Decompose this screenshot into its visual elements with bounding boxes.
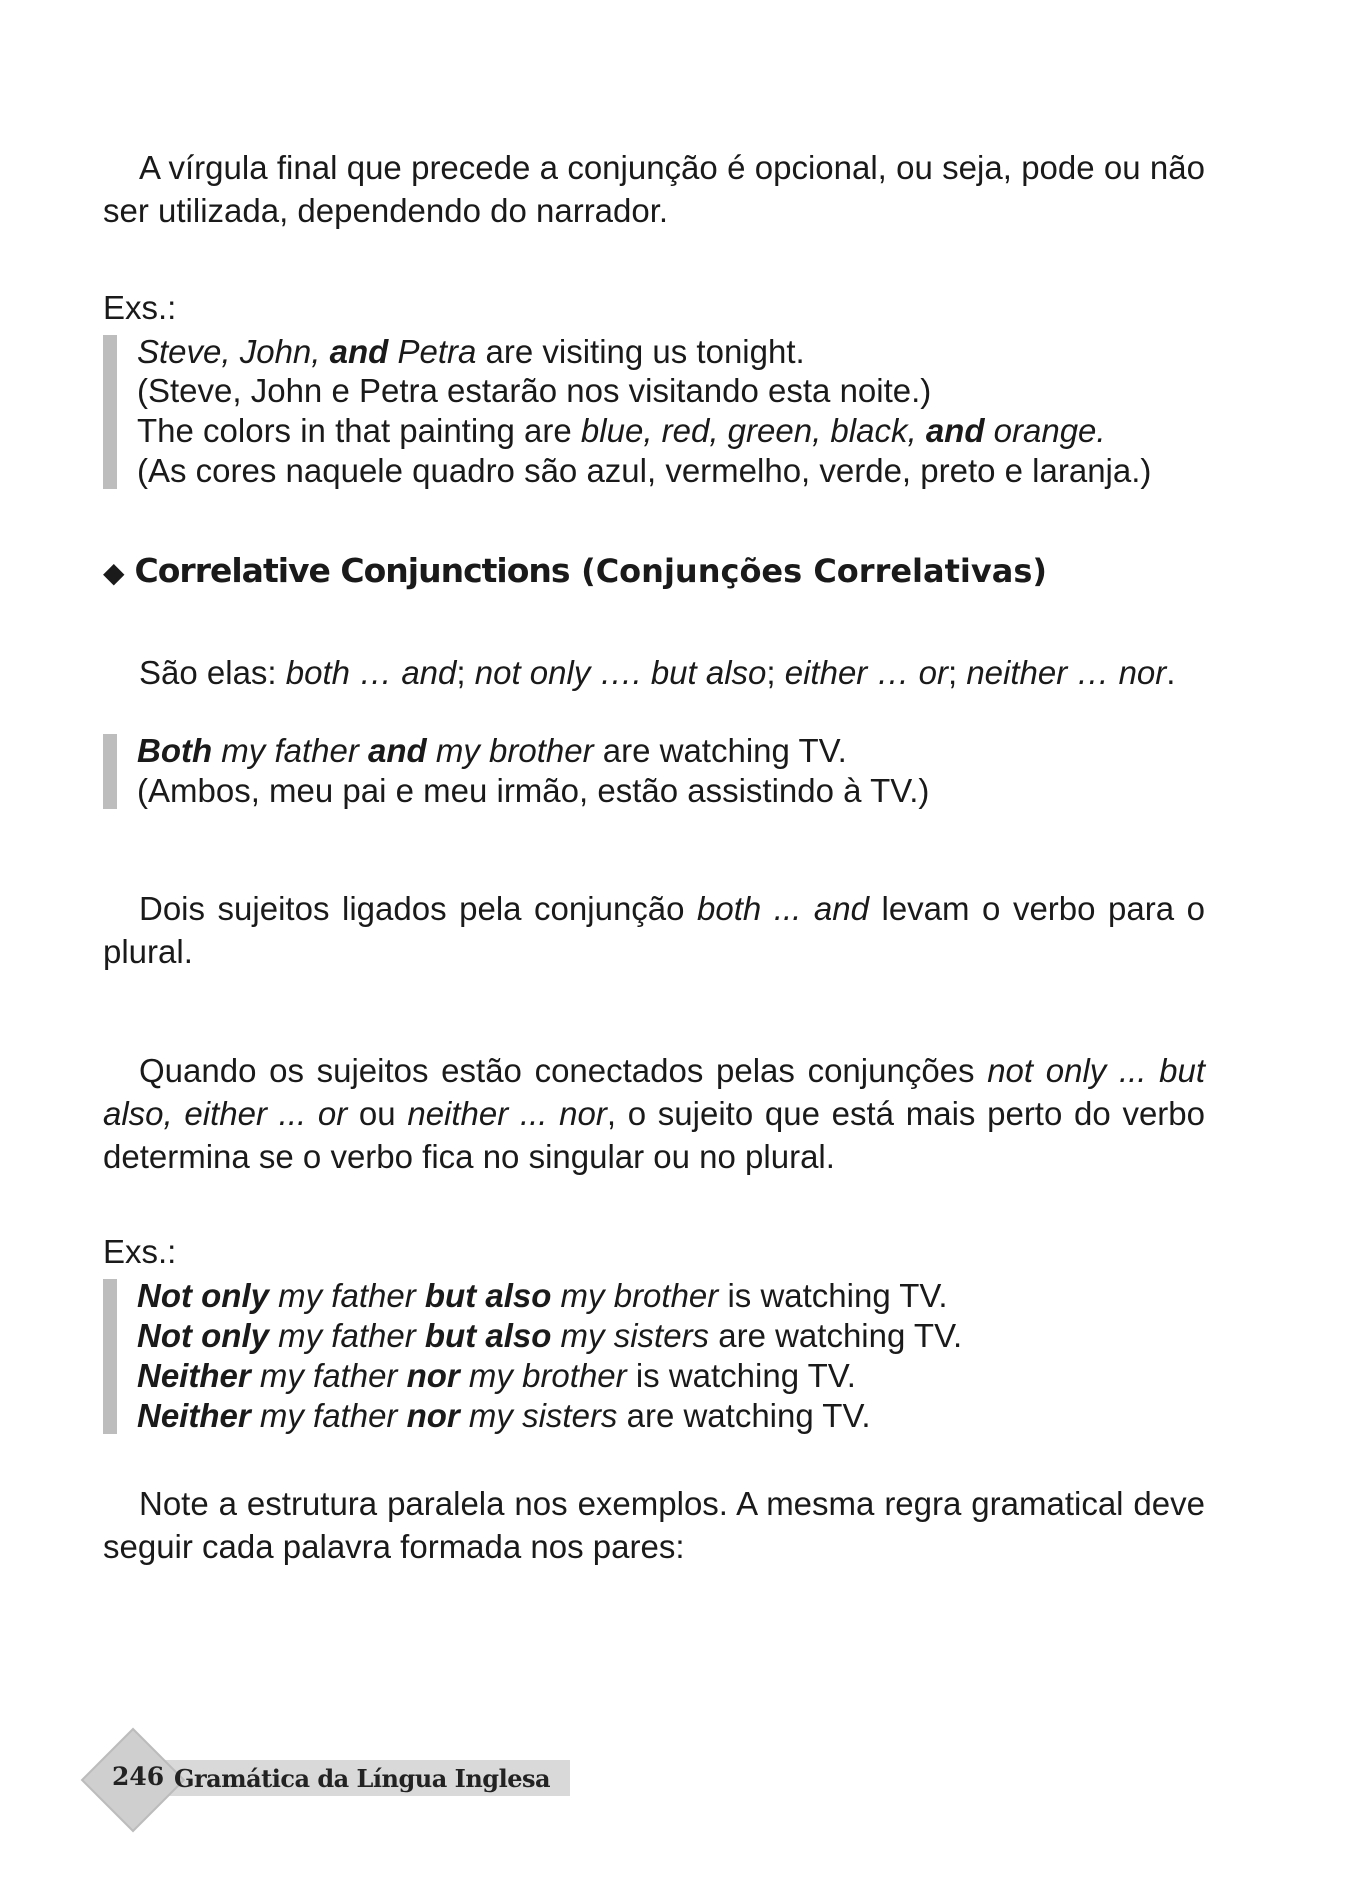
example-translation: (Ambos, meu pai e meu irmão, estão assistindo à TV.) [137, 772, 930, 809]
example-block-1 [103, 327, 1205, 495]
paragraph-comma-note: A vírgula final que precede a conjunção é opcional, ou seja, pode ou não ser utilizada, dependendo do narrador. [103, 149, 1205, 229]
example-line: Neither my father nor my sisters are watching TV. [137, 1397, 871, 1434]
examples-label: Exs.: [103, 1233, 177, 1270]
example-line: Neither my father nor my brother is watching TV. [137, 1357, 856, 1394]
page-number: 246 [112, 1762, 165, 1791]
paragraph-parallel-structure: Note a estrutura paralela nos exemplos. A mesma regra gramatical deve seguir cada palavra formada nos pares: [103, 1485, 1205, 1565]
paragraph-subject-agreement: Quando os sujeitos estão conectados pelas conjunções not only ... but also, either ... or ou neither ... nor, o sujeito que está mais perto do verbo determina se o verbo fica no singular ou no plural. [103, 1052, 1205, 1175]
page-content [103, 146, 1205, 1568]
diamond-icon: ◆ [103, 556, 125, 589]
paragraph-correlatives-list: São elas: both … and; not only …. but also; either … or; neither … nor. [139, 654, 1176, 691]
section-heading: ◆ Correlative Conjunctions (Conjunções Correlativas) [103, 549, 1205, 595]
page-footer [90, 1736, 551, 1826]
example-line: The colors in that painting are blue, red, green, black, and orange. [137, 412, 1106, 449]
example-line: Not only my father but also my sisters are watching TV. [137, 1317, 963, 1354]
example-block-3 [103, 1271, 1205, 1440]
examples-label: Exs.: [103, 289, 177, 326]
example-translation: (Steve, John e Petra estarão nos visitando esta noite.) [137, 372, 932, 409]
book-title: Gramática da Língua Inglesa [174, 1764, 551, 1793]
example-translation: (As cores naquele quadro são azul, vermelho, verde, preto e laranja.) [137, 452, 1152, 489]
example-line: Steve, John, and Petra are visiting us tonight. [137, 333, 805, 370]
example-block-2 [103, 726, 1205, 815]
example-line: Not only my father but also my brother is watching TV. [137, 1277, 948, 1314]
paragraph-both-and: Dois sujeitos ligados pela conjunção both ... and levam o verbo para o plural. [103, 890, 1205, 970]
example-line: Both my father and my brother are watching TV. [137, 732, 847, 769]
